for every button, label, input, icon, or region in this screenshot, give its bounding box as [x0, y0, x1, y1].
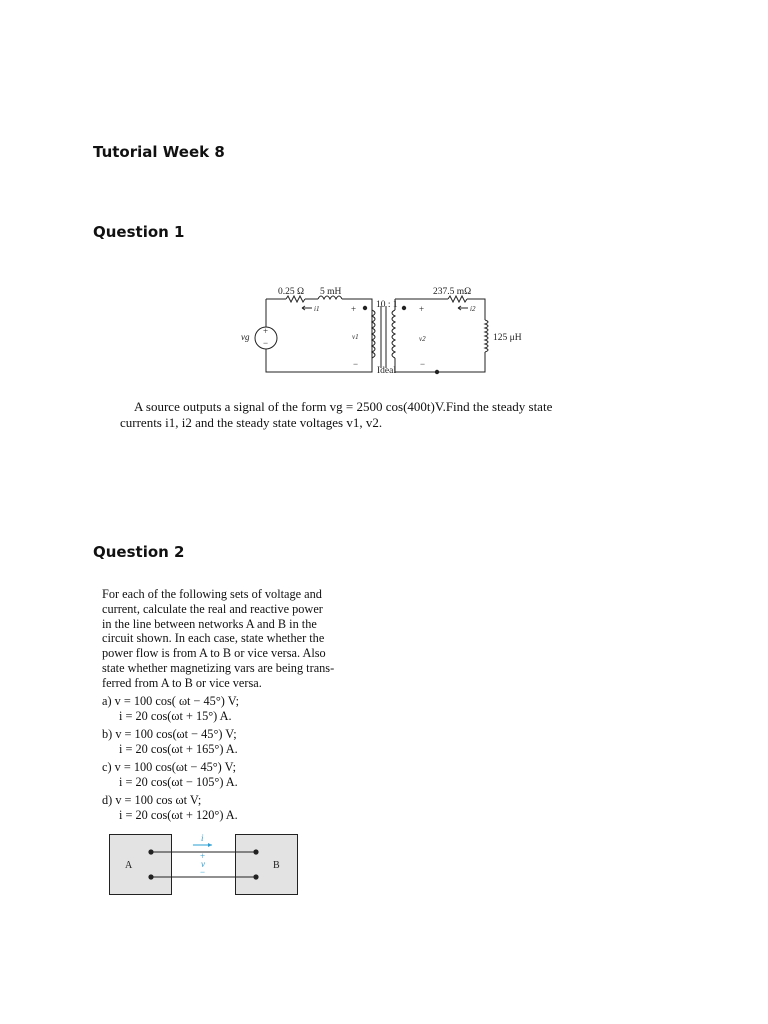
intro-line: power flow is from A to B or vice versa. Also: [102, 646, 326, 661]
current-label: i: [201, 833, 204, 843]
terminal-a-bottom: [148, 874, 153, 879]
question-2-intro: [102, 587, 367, 691]
inductor-l2: [485, 320, 488, 352]
primary-dot: [363, 306, 367, 310]
intro-line: For each of the following sets of voltage and: [102, 587, 322, 601]
network-a-label: A: [125, 860, 133, 871]
node-dot: [435, 370, 439, 374]
v1-minus: −: [353, 359, 359, 369]
v2-plus: +: [419, 304, 425, 314]
part-d-voltage: d) v = 100 cos ωt V;: [102, 793, 202, 807]
voltage-plus: +: [200, 851, 206, 861]
voltage-label: v: [201, 859, 205, 869]
part-b-current: i = 20 cos(ωt + 165°) A.: [119, 741, 238, 756]
intro-line: state whether magnetizing vars are being trans-: [102, 660, 335, 675]
r2-label: 237.5 mΩ: [433, 287, 472, 297]
intro-line: current, calculate the real and reactive power: [102, 601, 323, 616]
transformer-circuit-diagram: [230, 282, 530, 382]
source-minus: −: [263, 338, 269, 348]
l1-label: 5 mH: [320, 287, 342, 297]
v1-label: v1: [352, 333, 359, 341]
part-a-voltage: a) v = 100 cos( ωt − 45°) V;: [102, 694, 240, 708]
source-plus: +: [263, 326, 269, 336]
part-a-current: i = 20 cos(ωt + 15°) A.: [119, 708, 232, 723]
part-b-voltage: b) v = 100 cos(ωt − 45°) V;: [102, 727, 237, 741]
network-b-box: [236, 835, 298, 895]
terminal-b-top: [253, 849, 258, 854]
part-c-current: i = 20 cos(ωt − 105°) A.: [119, 774, 238, 789]
part-b: [102, 727, 238, 757]
secondary-coil: [392, 310, 395, 358]
network-b-label: B: [273, 860, 280, 871]
voltage-minus: −: [200, 867, 206, 877]
i2-label: i2: [470, 305, 476, 313]
v2-label: v2: [419, 335, 426, 343]
intro-line: in the line between networks A and B in the: [102, 616, 317, 631]
question-2-heading: Question 2: [93, 543, 185, 561]
part-c: [102, 760, 238, 790]
network-ab-diagram: [108, 832, 300, 896]
intro-line: ferred from A to B or vice versa.: [102, 675, 262, 690]
i1-label: i1: [314, 305, 320, 313]
terminal-b-bottom: [253, 874, 258, 879]
question-1-heading: Question 1: [93, 223, 185, 241]
part-a: [102, 694, 239, 724]
document-title: Tutorial Week 8: [93, 143, 225, 161]
ideal-label: Ideal: [377, 366, 396, 376]
part-d: [102, 793, 238, 823]
terminal-a-top: [148, 849, 153, 854]
question-1-line-1: A source outputs a signal of the form vg = 2500 cos(400t)V.Find the steady state: [134, 399, 553, 414]
intro-line: circuit shown. In each case, state whether the: [102, 631, 325, 646]
part-d-current: i = 20 cos(ωt + 120°) A.: [119, 807, 238, 822]
question-1-line-2: currents i1, i2 and the steady state voltages v1, v2.: [120, 415, 383, 430]
r1-label: 0.25 Ω: [278, 287, 305, 297]
question-1-text: [120, 399, 640, 431]
v2-minus: −: [420, 359, 426, 369]
network-a-box: [110, 835, 172, 895]
l2-label: 125 μH: [493, 333, 522, 343]
ratio-label: 10 : 1: [376, 300, 398, 310]
v1-plus: +: [351, 304, 357, 314]
part-c-voltage: c) v = 100 cos(ωt − 45°) V;: [102, 760, 237, 774]
source-label: vg: [241, 332, 250, 342]
secondary-dot: [402, 306, 406, 310]
